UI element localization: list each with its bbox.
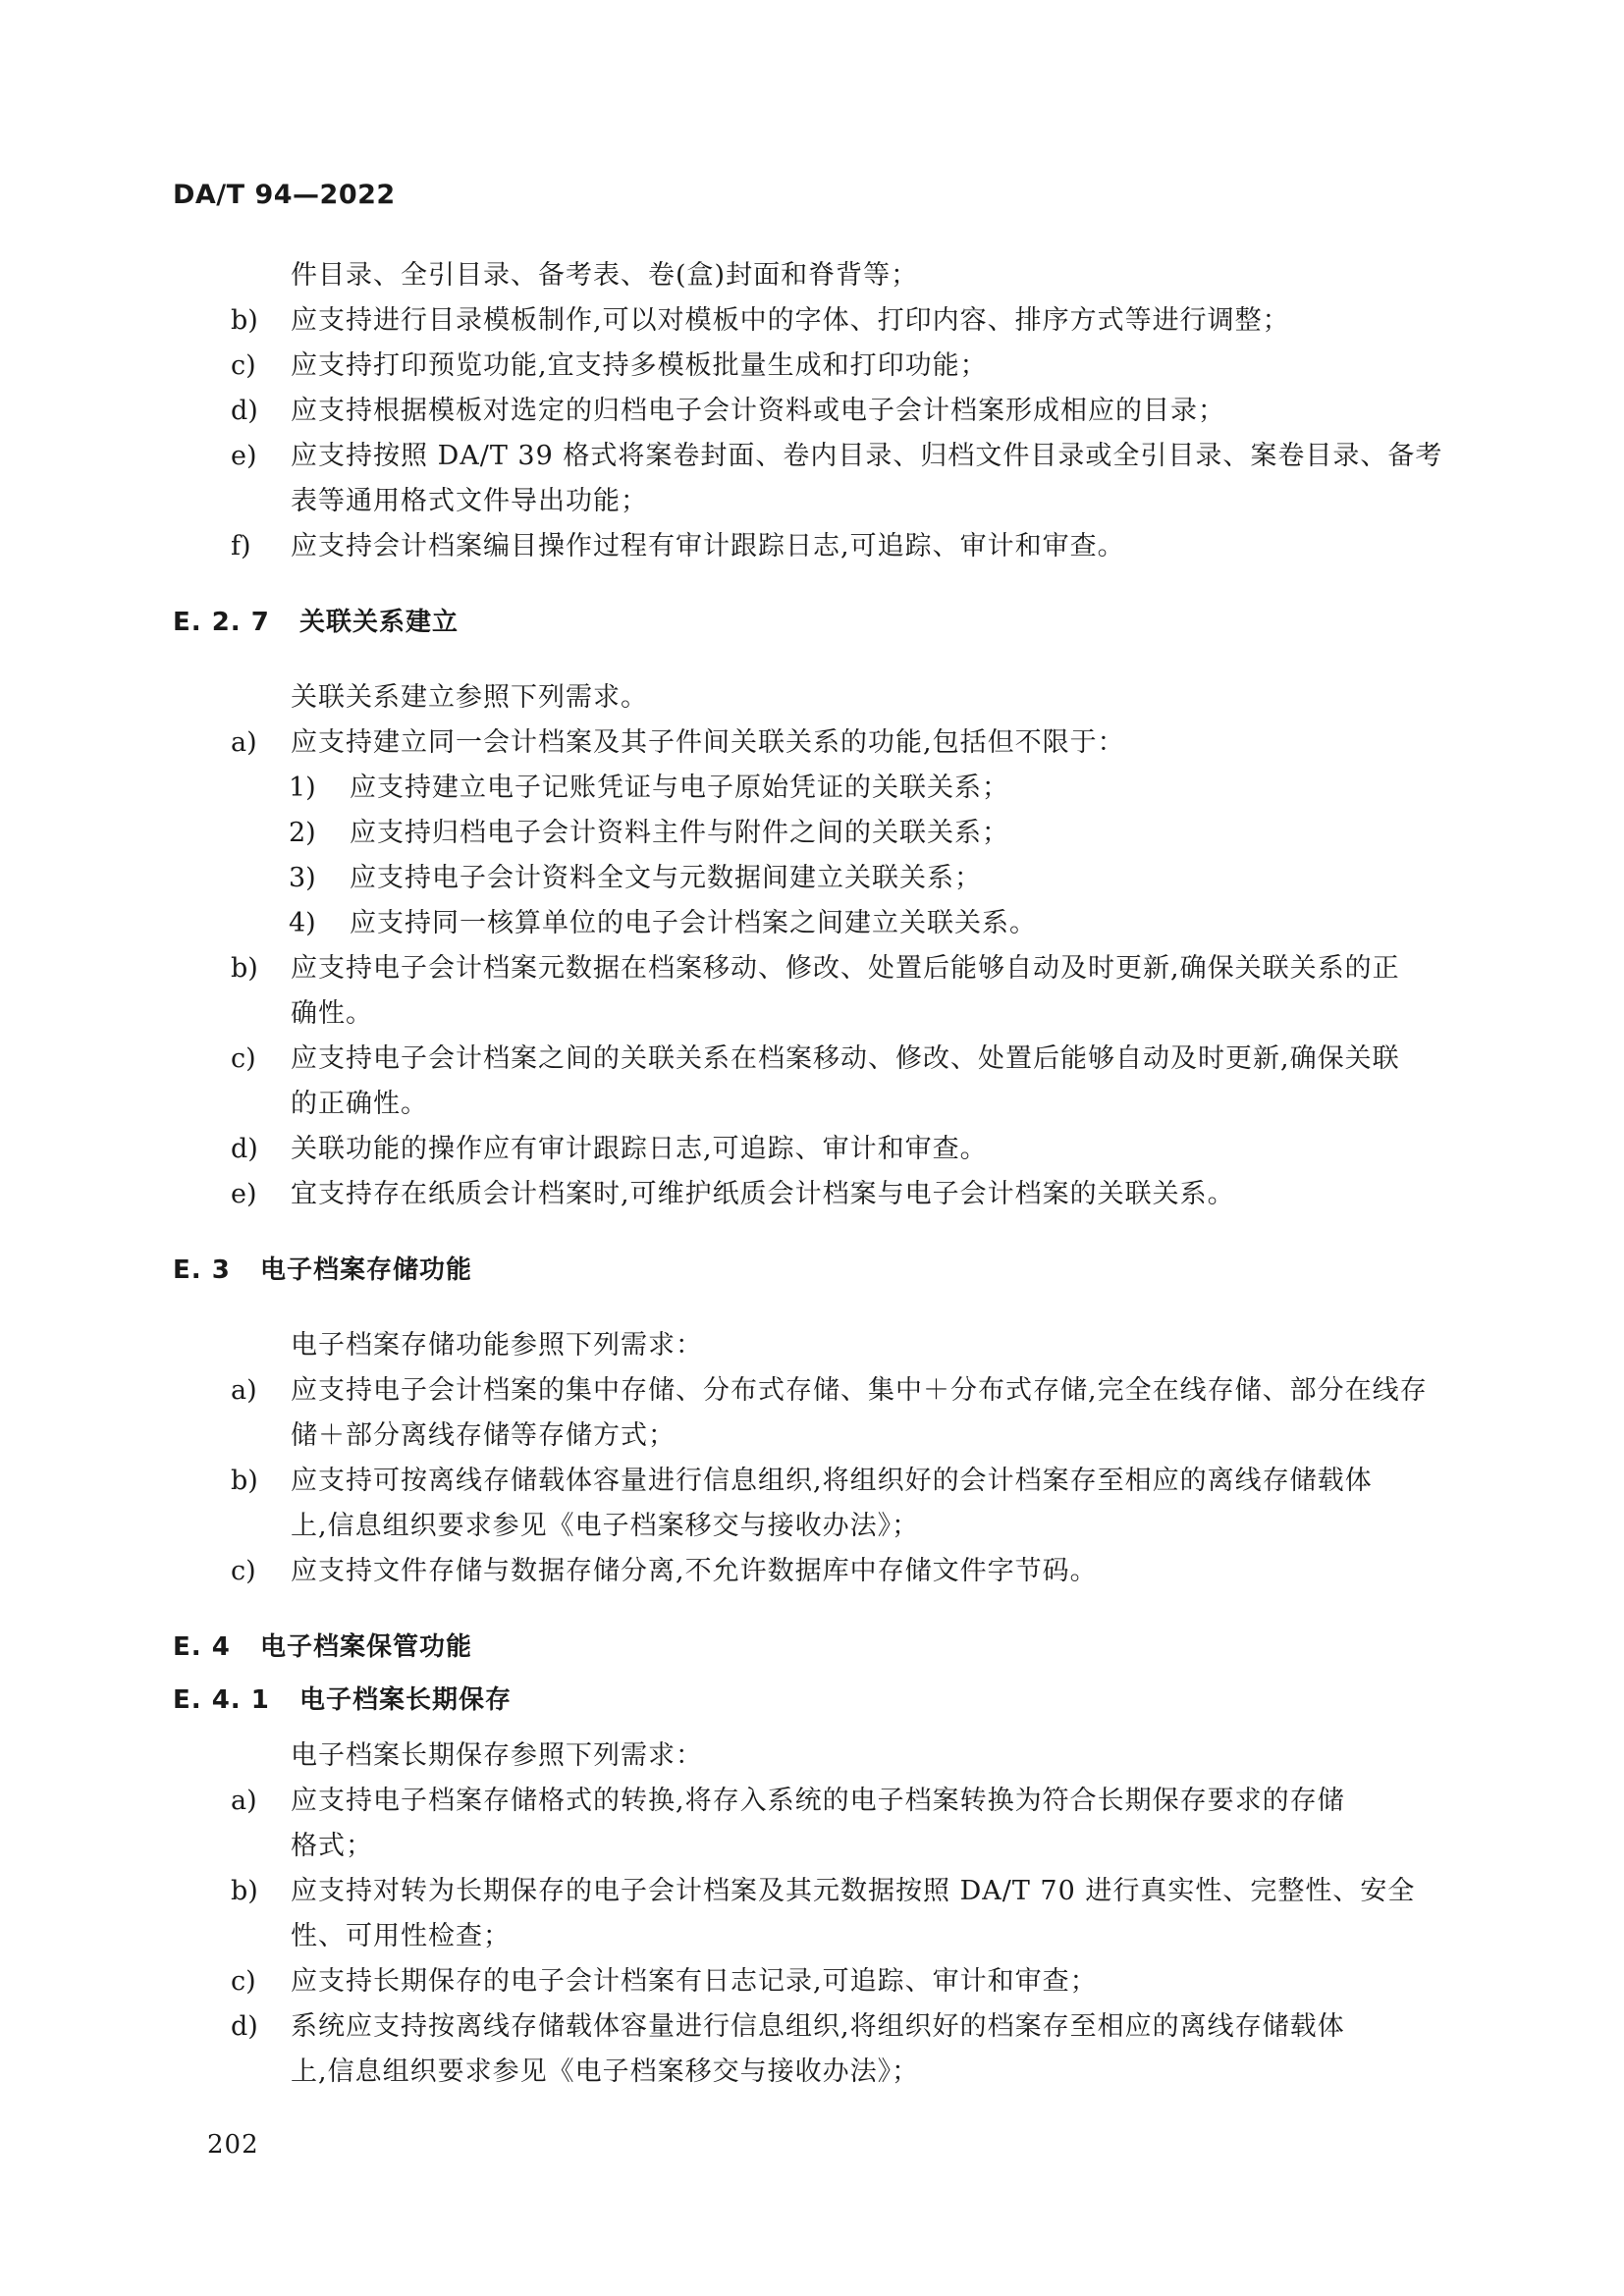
item-text-continued: 上,信息组织要求参见《电子档案移交与接收办法》； — [291, 1511, 920, 1541]
item-text: 应支持文件存储与数据存储分离,不允许数据库中存储文件字节码。 — [291, 1556, 1098, 1586]
item-text: 应支持可按离线存储载体容量进行信息组织,将组织好的会计档案存至相应的离线存储载体 — [291, 1466, 1373, 1496]
sub-item-text: 应支持建立电子记账凭证与电子原始凭证的关联关系； — [350, 773, 1009, 803]
list-item-b — [173, 1459, 1449, 1549]
section-number: E. 4. 1 — [173, 1685, 270, 1715]
list-item-c — [173, 1959, 1449, 2004]
item-label: d) — [231, 396, 258, 426]
item-text: 应支持电子会计档案之间的关联关系在档案移动、修改、处置后能够自动及时更新,确保关联 — [291, 1043, 1400, 1074]
item-label: e) — [231, 1179, 257, 1209]
list-item-e — [173, 1172, 1449, 1217]
item-label: e) — [231, 441, 257, 471]
item-label: a) — [231, 727, 257, 758]
item-label: b) — [231, 953, 258, 984]
sub-item-label: 2) — [289, 818, 316, 848]
section-heading-e4 — [173, 1628, 1449, 1667]
sub-item-label: 3) — [289, 863, 316, 893]
list-item-c — [173, 1549, 1449, 1594]
section-heading-e41 — [173, 1681, 1449, 1720]
item-label: b) — [231, 305, 258, 336]
item-text-continued: 性、可用性检查； — [291, 1921, 511, 1951]
sub-item-1 — [173, 766, 1449, 811]
list-item-a — [173, 1779, 1449, 1869]
item-text: 应支持打印预览功能,宜支持多模板批量生成和打印功能； — [291, 350, 988, 381]
list-item-b — [173, 298, 1449, 344]
item-label: b) — [231, 1466, 258, 1496]
sub-item-4 — [173, 901, 1449, 946]
section-title: 关联关系建立 — [298, 608, 459, 637]
item-label: c) — [231, 1043, 256, 1074]
item-label: d) — [231, 2011, 258, 2042]
list-item-b — [173, 1869, 1449, 1959]
sub-item-text: 应支持同一核算单位的电子会计档案之间建立关联关系。 — [350, 908, 1037, 938]
list-item-e — [173, 434, 1449, 524]
item-text: 应支持对转为长期保存的电子会计档案及其元数据按照 DA/T 70 进行真实性、完整性、安全 — [291, 1876, 1416, 1906]
item-label: c) — [231, 1966, 256, 1997]
item-text: 应支持长期保存的电子会计档案有日志记录,可追踪、审计和审查； — [291, 1966, 1098, 1997]
section-title: 电子档案长期保存 — [298, 1685, 512, 1715]
continuation-line: 件目录、全引目录、备考表、卷(盒)封面和脊背等； — [291, 260, 919, 291]
page-number: 202 — [207, 2130, 259, 2160]
item-label: f) — [231, 531, 251, 561]
section-number: E. 4 — [173, 1632, 231, 1662]
item-text-continued: 表等通用格式文件导出功能； — [291, 486, 648, 516]
section-intro: 电子档案存储功能参照下列需求： — [291, 1330, 703, 1361]
sub-item-label: 4) — [289, 908, 316, 938]
page-content — [173, 253, 1449, 2095]
item-label: b) — [231, 1876, 258, 1906]
item-label: a) — [231, 1375, 257, 1406]
section-title: 电子档案存储功能 — [259, 1255, 472, 1285]
section-title: 电子档案保管功能 — [259, 1632, 472, 1662]
item-text: 宜支持存在纸质会计档案时,可维护纸质会计档案与电子会计档案的关联关系。 — [291, 1179, 1235, 1209]
item-text: 应支持进行目录模板制作,可以对模板中的字体、打印内容、排序方式等进行调整； — [291, 305, 1290, 336]
item-text: 应支持根据模板对选定的归档电子会计资料或电子会计档案形成相应的目录； — [291, 396, 1225, 426]
item-label: c) — [231, 1556, 256, 1586]
list-item-b — [173, 946, 1449, 1037]
list-item-d — [173, 1127, 1449, 1172]
section-heading-e3 — [173, 1251, 1449, 1290]
list-item-c — [173, 344, 1449, 389]
item-label: a) — [231, 1786, 257, 1816]
item-text: 应支持会计档案编目操作过程有审计跟踪日志,可追踪、审计和审查。 — [291, 531, 1125, 561]
item-label: c) — [231, 350, 256, 381]
list-item-a — [173, 721, 1449, 766]
item-text-continued: 的正确性。 — [291, 1089, 428, 1119]
list-item-d — [173, 2004, 1449, 2095]
list-item-d — [173, 389, 1449, 434]
list-item-c — [173, 1037, 1449, 1127]
list-item-a — [173, 1368, 1449, 1459]
item-text: 应支持电子档案存储格式的转换,将存入系统的电子档案转换为符合长期保存要求的存储 — [291, 1786, 1345, 1816]
item-text: 系统应支持按离线存储载体容量进行信息组织,将组织好的档案存至相应的离线存储载体 — [291, 2011, 1345, 2042]
section-heading-e27 — [173, 603, 1449, 642]
sub-item-text: 应支持电子会计资料全文与元数据间建立关联关系； — [350, 863, 982, 893]
sub-item-3 — [173, 856, 1449, 901]
section-number: E. 2. 7 — [173, 608, 270, 637]
item-text: 关联功能的操作应有审计跟踪日志,可追踪、审计和审查。 — [291, 1134, 988, 1164]
item-text: 应支持按照 DA/T 39 格式将案卷封面、卷内目录、归档文件目录或全引目录、案卷目录、备考 — [291, 441, 1443, 471]
item-label: d) — [231, 1134, 258, 1164]
item-text: 应支持电子会计档案元数据在档案移动、修改、处置后能够自动及时更新,确保关联关系的正 — [291, 953, 1400, 984]
item-text: 应支持建立同一会计档案及其子件间关联关系的功能,包括但不限于： — [291, 727, 1125, 758]
section-intro: 电子档案长期保存参照下列需求： — [291, 1740, 703, 1771]
item-text-continued: 确性。 — [291, 998, 373, 1029]
sub-item-text: 应支持归档电子会计资料主件与附件之间的关联关系； — [350, 818, 1009, 848]
section-intro: 关联关系建立参照下列需求。 — [291, 682, 648, 713]
sub-item-label: 1) — [289, 773, 316, 803]
list-item-f — [173, 524, 1449, 569]
section-number: E. 3 — [173, 1255, 231, 1285]
item-text-continued: 格式； — [291, 1831, 373, 1861]
item-text: 应支持电子会计档案的集中存储、分布式存储、集中＋分布式存储,完全在线存储、部分在线存 — [291, 1375, 1428, 1406]
item-text-continued: 上,信息组织要求参见《电子档案移交与接收办法》； — [291, 2056, 920, 2087]
item-text-continued: 储＋部分离线存储等存储方式； — [291, 1420, 676, 1451]
document-code-header: DA/T 94—2022 — [173, 180, 396, 210]
sub-item-2 — [173, 811, 1449, 856]
